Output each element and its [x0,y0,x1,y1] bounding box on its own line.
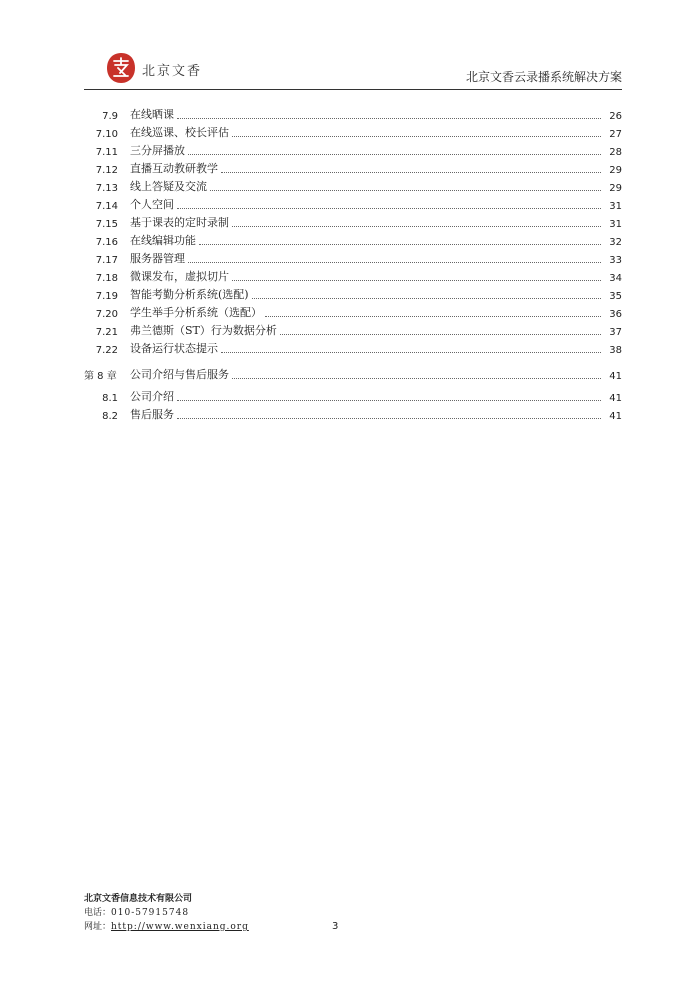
toc-dot-leader [199,244,601,245]
toc-entry[interactable] [84,386,622,404]
toc-entry-number: 7.19 [95,291,118,302]
toc-dot-leader [177,208,601,209]
toc-dot-leader [221,172,601,173]
toc-entry-title: 在线巡课、校长评估 [130,126,229,139]
toc-dot-leader [188,262,601,263]
toc-entry-page: 29 [609,183,622,194]
toc-entry[interactable] [84,284,622,302]
footer-url-link[interactable]: http://www.wenxiang.org [111,922,249,932]
toc-entry-title: 基于课表的定时录制 [130,216,229,229]
toc-entry-title: 个人空间 [130,198,174,211]
toc-entry-number: 7.15 [95,219,118,230]
toc-entry-number: 7.17 [95,255,118,266]
toc-entry-number: 7.9 [102,111,118,122]
wenxiang-logo-icon [106,52,136,84]
toc-entry-number: 7.21 [95,327,118,338]
toc-entry-number: 7.16 [95,237,118,248]
document-title: 北京文香云录播系统解决方案 [465,70,622,84]
toc-entry-title: 公司介绍 [130,390,174,403]
toc-dot-leader [177,418,601,419]
page-footer [84,892,249,934]
page-number: 3 [332,921,339,932]
toc-dot-leader [280,334,601,335]
toc-entry-page: 35 [609,291,622,302]
footer-company: 北京文香信息技术有限公司 [84,894,193,904]
toc-entry[interactable] [84,338,622,356]
toc-entry[interactable] [84,122,622,140]
toc-entry-page: 34 [609,273,622,284]
toc-entry[interactable] [84,104,622,122]
toc-entry-title: 直播互动教研教学 [130,162,218,175]
toc-entry[interactable] [84,360,622,382]
toc-entry[interactable] [84,176,622,194]
footer-web [84,920,249,934]
toc-dot-leader [177,118,601,119]
toc-dot-leader [252,298,601,299]
toc-entry-title: 服务器管理 [130,252,185,265]
toc-entry-page: 41 [609,411,622,422]
toc-entry-page: 38 [609,345,622,356]
toc-entry-page: 26 [609,111,622,122]
toc-entry[interactable] [84,212,622,230]
header-rule [84,89,622,90]
toc-entry-page: 29 [609,165,622,176]
toc-dot-leader [210,190,601,191]
toc-entry-number: 7.10 [95,129,118,140]
toc-entry[interactable] [84,248,622,266]
table-of-contents [84,104,622,422]
toc-dot-leader [232,226,601,227]
toc-entry-number: 7.22 [95,345,118,356]
toc-dot-leader [232,378,601,379]
toc-entry[interactable] [84,320,622,338]
toc-entry-page: 33 [609,255,622,266]
toc-entry-number: 7.13 [95,183,118,194]
toc-entry[interactable] [84,140,622,158]
footer-phone-value: 010-57915748 [111,908,190,918]
toc-entry-title: 售后服务 [130,408,174,421]
toc-entry[interactable] [84,302,622,320]
toc-entry-title: 线上答疑及交流 [130,180,207,193]
toc-entry-number: 7.14 [95,201,118,212]
toc-entry-title: 微课发布，虚拟切片 [130,270,229,283]
toc-entry-title: 设备运行状态提示 [130,342,218,355]
toc-entry-number: 7.18 [95,273,118,284]
toc-entry[interactable] [84,266,622,284]
toc-entry-page: 36 [609,309,622,320]
toc-dot-leader [177,400,601,401]
toc-entry-number: 7.11 [95,147,118,158]
toc-entry-page: 31 [609,201,622,212]
toc-dot-leader [221,352,601,353]
toc-entry-number: 8.2 [102,411,118,422]
toc-entry[interactable] [84,404,622,422]
toc-entry-title: 在线晒课 [130,108,174,121]
toc-entry-number: 7.20 [95,309,118,320]
toc-dot-leader [188,154,601,155]
toc-entry-page: 27 [609,129,622,140]
toc-entry-title: 三分屏播放 [130,144,185,157]
toc-entry-page: 28 [609,147,622,158]
toc-entry-title: 弗兰德斯（ST）行为数据分析 [130,324,277,337]
toc-entry-page: 41 [609,393,622,404]
toc-dot-leader [265,316,601,317]
footer-phone-label: 电话： [84,908,112,918]
toc-entry-title: 智能考勤分析系统(选配) [130,288,249,301]
toc-entry[interactable] [84,230,622,248]
logo-text: 北京文香 [142,64,203,79]
toc-dot-leader [232,136,601,137]
toc-entry-page: 37 [609,327,622,338]
toc-entry-page: 31 [609,219,622,230]
toc-entry[interactable] [84,158,622,176]
toc-entry-page: 41 [609,371,622,382]
toc-entry-title: 公司介绍与售后服务 [130,368,229,381]
toc-entry-number: 7.12 [95,165,118,176]
toc-entry-title: 学生举手分析系统（选配） [130,306,262,319]
toc-entry-number: 第 8 章 [84,371,117,382]
footer-web-label: 网址： [84,922,112,932]
toc-dot-leader [232,280,601,281]
page-header [84,44,622,90]
toc-entry-title: 在线编辑功能 [130,234,196,247]
toc-entry-page: 32 [609,237,622,248]
toc-entry-number: 8.1 [102,393,118,404]
footer-phone [84,906,249,920]
toc-entry[interactable] [84,194,622,212]
